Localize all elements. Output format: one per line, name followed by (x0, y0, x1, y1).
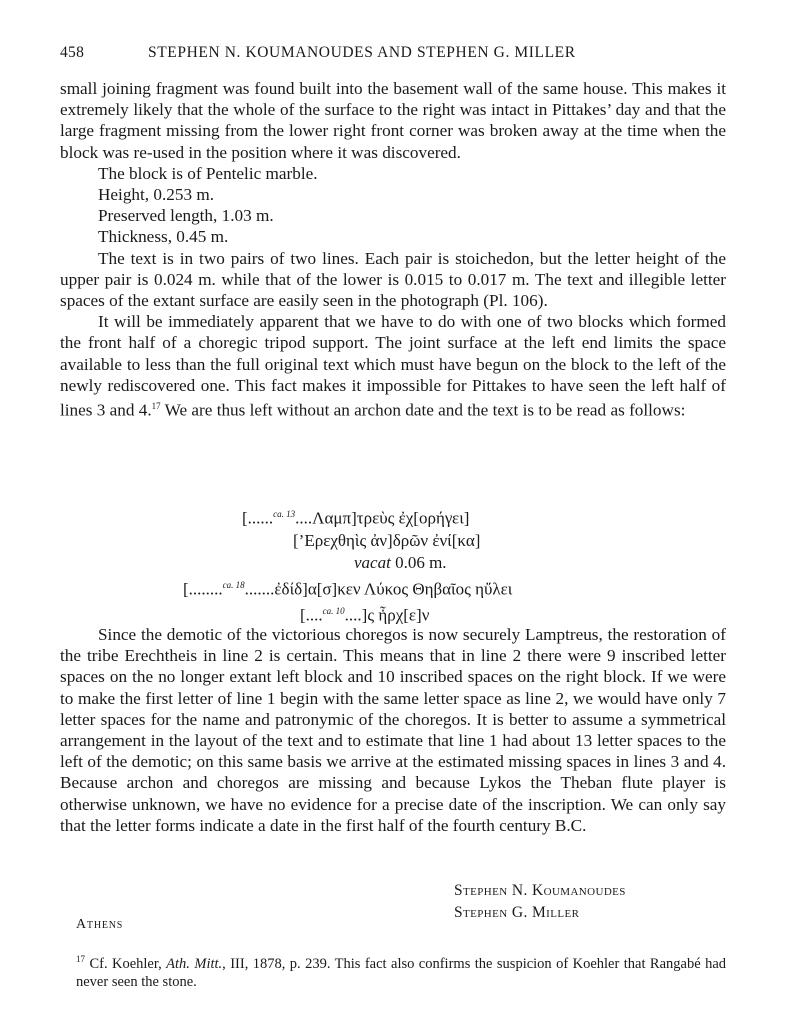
inscription-line-4 (300, 600, 786, 627)
text-line: This makes it extremely likely that the whole of the surface to the right was intact (60, 79, 726, 120)
paragraph-continued (60, 78, 726, 163)
footnote-number: 17 (76, 954, 85, 964)
spec-thickness: Thickness, 0.45 m. (98, 227, 229, 247)
journal-title: Ath. Mitt. (166, 955, 223, 972)
text-line: small joining fragment was found built into the basement wall of the same house. (60, 79, 633, 98)
paragraph-discussion (60, 624, 726, 836)
text-line: it was discovered. (337, 142, 461, 162)
article-body (60, 78, 726, 421)
text-line: corner was broken away at the time when the block was re-used in the position where (60, 121, 726, 162)
paragraph-text: Since the demotic of the victorious choregos is now securely Lamptreus, the restoration of the tribe Erechtheis in line 2 is certain. This means that in line 2 there were 9 inscribed letter spaces on the no longer extant left block and 10 inscribed spaces on the right block. If we were to make the first letter of line 1 begin with the same letter space as line 2, we would have only 7 letter spaces for the name and patronymic of the choregos. It is better to assume a symmetrical arrangement in the layout of the text and to estimate that line 1 had about 13 letter spaces to the left of the demotic; on this same basis we arrive at the estimated missing spaces in lines 3 and 4. Because archon and choregos are missing and because Lykos the Theban flute player is otherwise unknown, we have no evidence for a precise date of the inscription. We can only say that the letter forms indicate a date in the first half of the fourth century (60, 625, 726, 835)
greek-text: ]ς ἦρχ[ε]ν (361, 605, 430, 625)
lacuna-dots: ....... (244, 579, 275, 599)
article-body-after-inscription (60, 624, 726, 836)
ca-count: ca. 13 (273, 509, 296, 519)
lacuna-dots: .... (295, 508, 313, 528)
lacuna-dots: [...... (242, 508, 274, 528)
paragraph-text-description: The text is in two pairs of two lines. Each pair is stoichedon, but the letter height of the upper pair is 0.024 m. while that of the lower is 0.015 to 0.017 m. The text and illegible letter spaces of the extant surface are easily seen in the photograph (Pl. 106). (60, 248, 726, 311)
paragraph-text: We are thus left without an archon date and the text is to be read as follows: (160, 400, 686, 420)
vacat-value: 0.06 m. (395, 552, 447, 572)
spec-marble: The block is of Pentelic marble. (98, 163, 318, 183)
author-signature-1: Stephen N. Koumanoudes (454, 882, 626, 899)
author-signature-2: Stephen G. Miller (454, 904, 580, 921)
ca-count: ca. 18 (222, 579, 245, 590)
lacuna-dots: [........ (183, 579, 223, 599)
inscription-vacat (354, 552, 786, 574)
greek-text: ἐδίδ]α[σ]κεν Λύκος Θηβαῖος ηὔλει (274, 579, 513, 599)
footnote-ref[interactable]: 17 (151, 401, 161, 412)
paragraph-text: It will be immediately apparent that we have to do with one of two blocks which formed the front half of a choregic tripod support. The joint surface at the left end limits the space available to less than the full original text which must have begun on the block to the left of the newly rediscovered one. This fact makes it impossible for Pittakes to have seen the left half of lines 3 and 4. (60, 312, 726, 420)
running-title: STEPHEN N. KOUMANOUDES AND STEPHEN G. MILLER (148, 44, 576, 61)
inscription-line-1 (242, 503, 786, 530)
era-abbrev: B.C. (554, 815, 587, 835)
footnote-text: Cf. Koehler, (89, 955, 167, 972)
author-place: Athens (76, 917, 124, 932)
greek-text: [’Ερεχθηὶς ἀν]δρῶν ἐνί[κα] (293, 530, 481, 550)
greek-text: Λαμπ]τρεὺς ἐχ[ορήγει] (312, 508, 470, 528)
running-header (60, 44, 726, 66)
inscription-line-3 (183, 574, 786, 601)
inscription-line-2 (293, 530, 786, 552)
ca-count: ca. 10 (322, 606, 345, 617)
vacat-label: vacat (354, 552, 391, 572)
page-number: 458 (60, 44, 85, 61)
footnote-text: , III, 1878, p. 239. This fact also confirms the suspicion of Koehler that Rangabé had never seen the stone. (76, 955, 727, 990)
spec-length: Preserved length, 1.03 m. (98, 206, 274, 226)
lacuna-dots: [.... (300, 605, 323, 625)
footnote-17 (76, 950, 726, 991)
text-line: in Pittakes’ day and that the large fragment missing from the lower right front (60, 100, 726, 141)
lacuna-dots: .... (344, 605, 362, 625)
paragraph-block-analysis (60, 311, 726, 421)
inscription-text (60, 503, 726, 627)
spec-height: Height, 0.253 m. (98, 185, 215, 205)
